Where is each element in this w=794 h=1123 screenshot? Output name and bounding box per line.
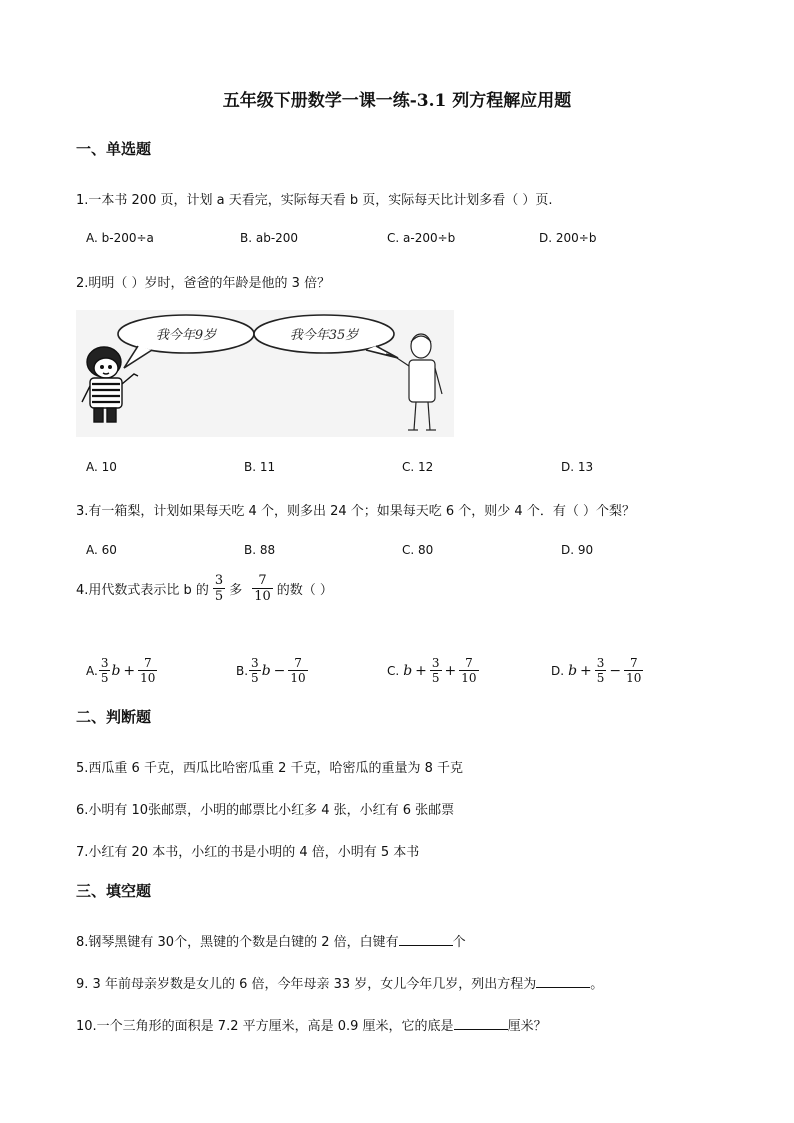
frac-7-10: $\frac{7}{10}$ bbox=[461, 656, 477, 685]
q4-option-a: A. $\frac{3}{5}$ b + $\frac{7}{10}$ bbox=[86, 656, 156, 685]
frac-7-10: $\frac{7}{10}$ bbox=[140, 656, 156, 685]
q4-fraction-7-10: $\frac{7}{10}$ bbox=[254, 573, 271, 604]
q3-option-b: B. 88 bbox=[244, 543, 276, 557]
frac-3-5: $\frac{3}{5}$ bbox=[596, 656, 605, 685]
q4-mid: 多 bbox=[229, 583, 243, 598]
question-5-text: 5.西瓜重 6 千克，西瓜比哈密瓜重 2 千克，哈密瓜的重量为 8 千克 bbox=[76, 761, 464, 776]
question-2-illustration bbox=[76, 310, 454, 437]
question-2-text: 2.明明（ ）岁时，爸爸的年龄是他的 3 倍？ bbox=[76, 276, 331, 291]
frac-3-5: $\frac{3}{5}$ bbox=[431, 656, 440, 685]
question-4-text bbox=[76, 574, 333, 603]
frac-3-5: $\frac{3}{5}$ bbox=[251, 656, 259, 685]
question-6-text: 6.小明有 10张邮票，小明的邮票比小红多 4 张，小红有 6 张邮票 bbox=[76, 803, 455, 818]
q2-option-a: A. 10 bbox=[86, 460, 117, 474]
question-3-text: 3.有一箱梨，计划如果每天吃 4 个，则多出 24 个；如果每天吃 6 个，则少 4 个．有（ ）个梨？ bbox=[76, 504, 635, 519]
section-heading-fill-blank: 三、填空题 bbox=[76, 882, 152, 900]
question-1-text: 1.一本书 200 页，计划 a 天看完，实际每天看 b 页，实际每天比计划多看（ ）页. bbox=[76, 193, 553, 208]
answer-blank[interactable] bbox=[399, 933, 453, 946]
frac-3-5: $\frac{3}{5}$ bbox=[100, 656, 109, 685]
q4-suffix: 的数（ ） bbox=[276, 583, 333, 598]
q2-option-d: D. 13 bbox=[561, 460, 594, 474]
bubble-left-text: 我今年9岁 bbox=[155, 328, 217, 343]
q1-option-d: D. 200÷b bbox=[539, 231, 597, 245]
answer-blank[interactable] bbox=[536, 975, 590, 988]
q4-fraction-3-5: $\frac{3}{5}$ bbox=[214, 573, 224, 604]
illustration-svg bbox=[76, 310, 454, 437]
bubble-right-text: 我今年35岁 bbox=[289, 328, 359, 343]
q2-option-c: C. 12 bbox=[402, 460, 434, 474]
question-8-text: 8.钢琴黑键有 30个，黑键的个数是白键的 2 倍，白键有 个 bbox=[76, 935, 466, 950]
question-10-text: 10.一个三角形的面积是 7.2 平方厘米，高是 0.9 厘米，它的底是 厘米？ bbox=[76, 1019, 547, 1034]
section-heading-single-choice: 一、单选题 bbox=[76, 140, 152, 158]
section-heading-true-false: 二、判断题 bbox=[76, 708, 152, 726]
q3-option-c: C. 80 bbox=[402, 543, 434, 557]
frac-7-10: $\frac{7}{10}$ bbox=[626, 656, 642, 685]
question-7-text: 7.小红有 20 本书，小红的书是小明的 4 倍，小明有 5 本书 bbox=[76, 845, 420, 860]
q4-prefix: 4.用代数式表示比 b 的 bbox=[76, 583, 209, 598]
q1-option-a: A. b-200÷a bbox=[86, 231, 154, 245]
q1-option-b: B. ab-200 bbox=[240, 231, 299, 245]
q2-option-b: B. 11 bbox=[244, 460, 276, 474]
page-title: 五年级下册数学一课一练-3.1 列方程解应用题 bbox=[222, 91, 572, 111]
q1-option-c: C. a-200÷b bbox=[387, 231, 456, 245]
q4-option-b: B. $\frac{3}{5}$ b − $\frac{7}{10}$ bbox=[236, 656, 306, 685]
question-9-text: 9. 3 年前母亲岁数是女儿的 6 倍，今年母亲 33 岁，女儿今年几岁，列出方程为 。 bbox=[76, 977, 604, 992]
answer-blank[interactable] bbox=[454, 1017, 508, 1030]
q3-option-d: D. 90 bbox=[561, 543, 594, 557]
q4-option-c: C. b + $\frac{3}{5}$ + $\frac{7}{10}$ bbox=[387, 656, 477, 685]
frac-7-10: $\frac{7}{10}$ bbox=[290, 656, 306, 685]
q4-option-d: D. b + $\frac{3}{5}$ − $\frac{7}{10}$ bbox=[551, 656, 642, 685]
q3-option-a: A. 60 bbox=[86, 543, 117, 557]
